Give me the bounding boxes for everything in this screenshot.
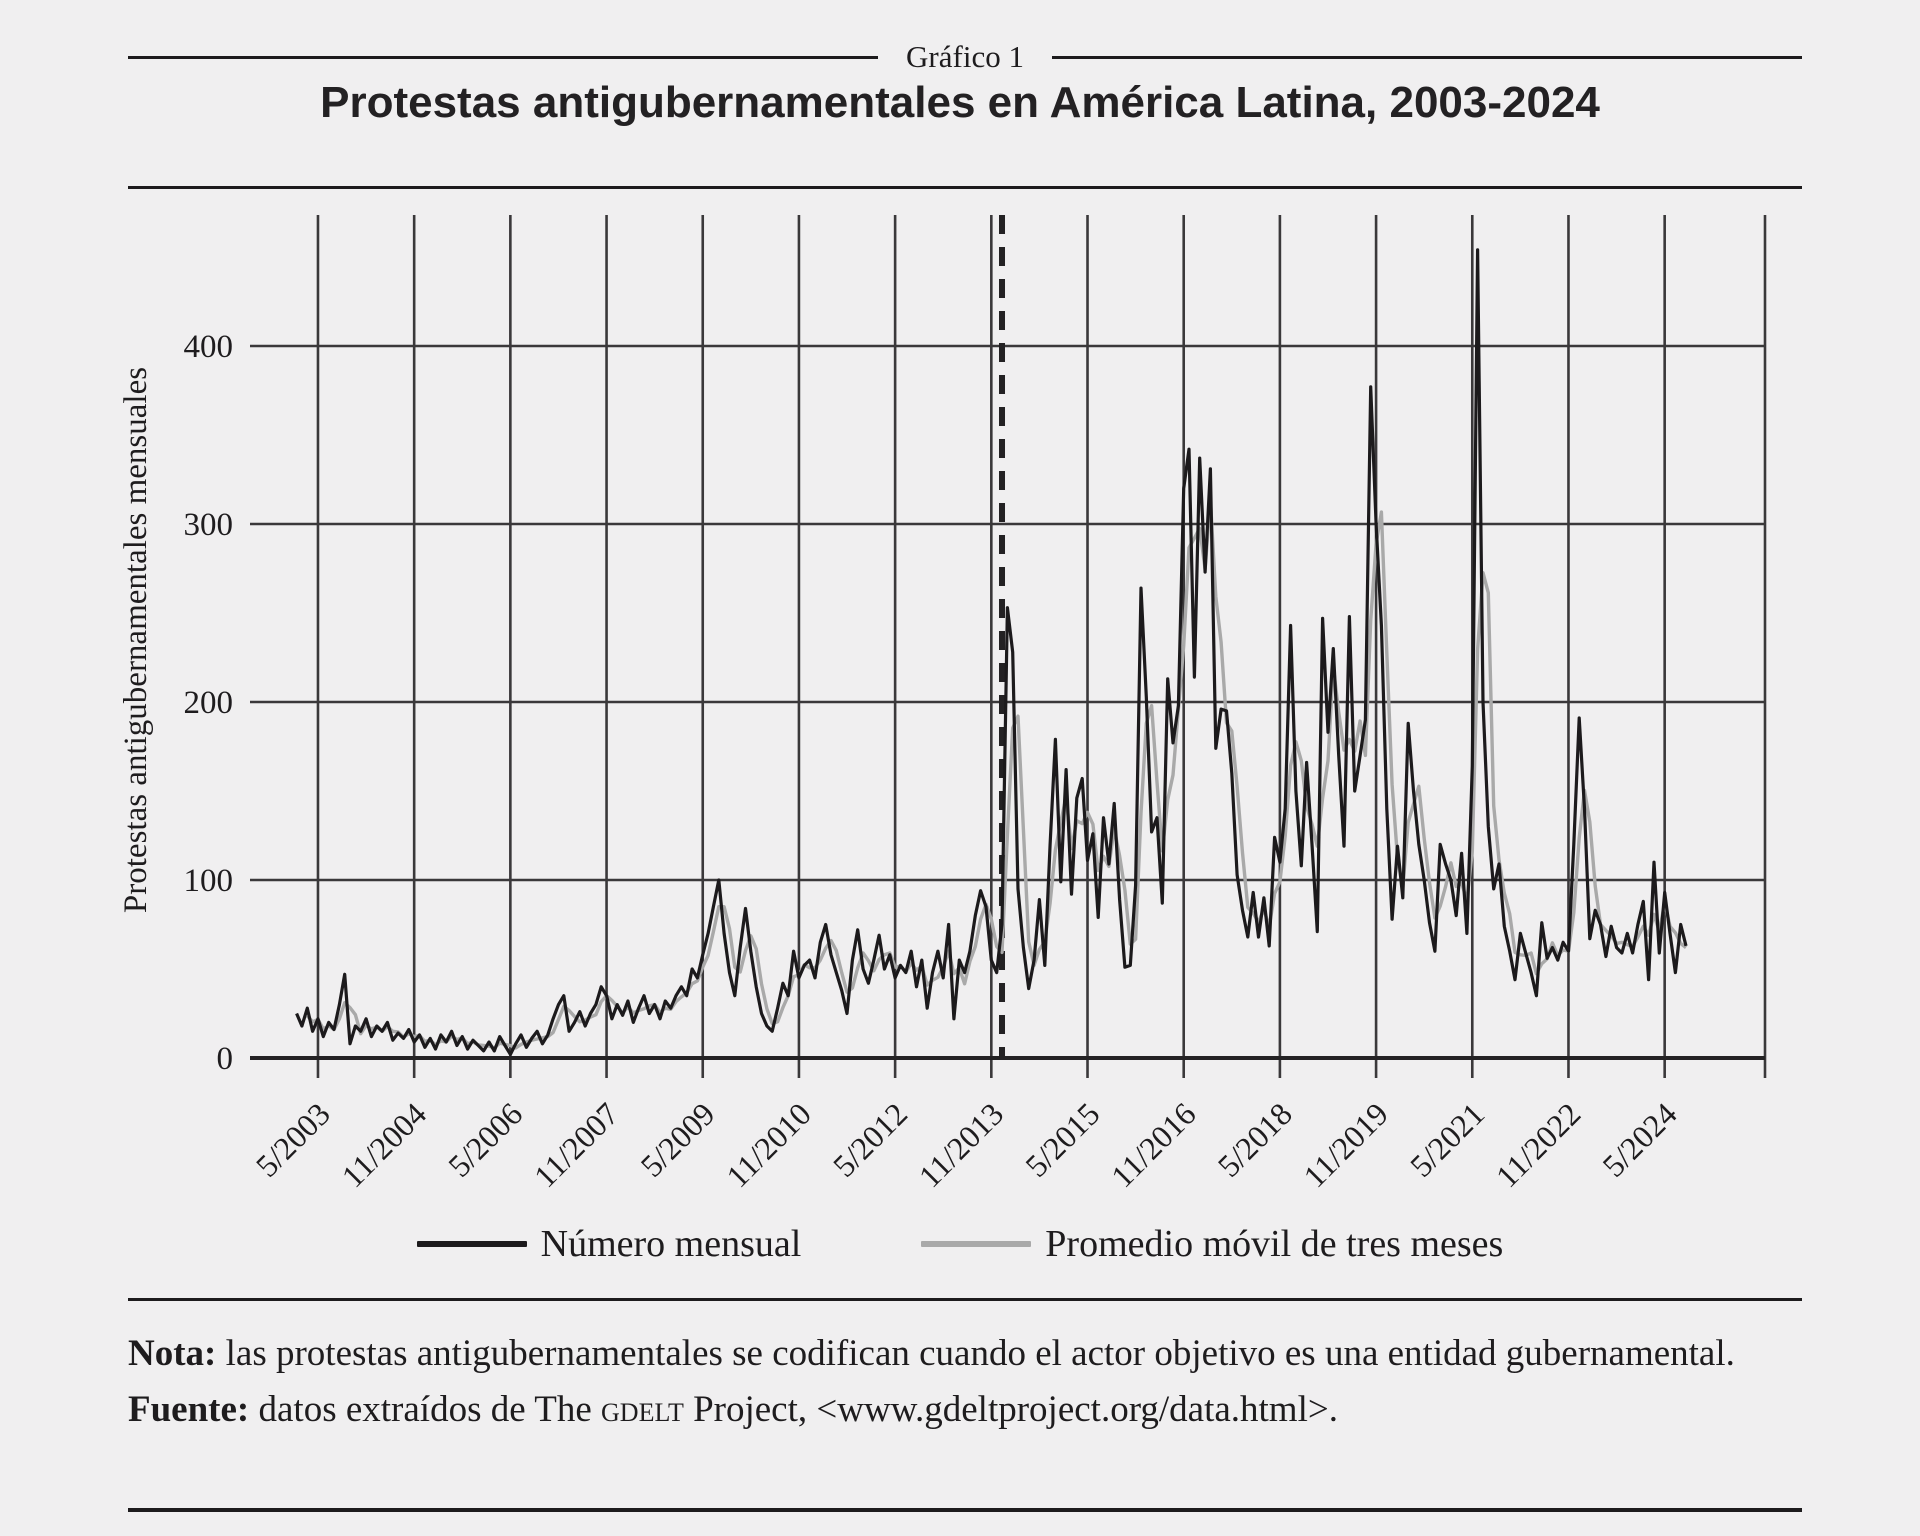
figure-bottom-rule <box>128 1508 1802 1512</box>
figure-notes <box>128 1326 1800 1438</box>
x-tick-label-6: 5/2012 <box>825 1095 915 1184</box>
x-tick-label-14: 5/2024 <box>1595 1095 1684 1184</box>
x-tick-label-2: 5/2006 <box>440 1095 530 1184</box>
x-tick-label-5: 11/2010 <box>719 1095 818 1195</box>
source-paragraph: Fuente: datos extraídos de The gdelt Project, <www.gdeltproject.org/data.html>. <box>128 1389 1338 1430</box>
kicker-right-rule <box>1052 56 1802 59</box>
y-tick-label-200: 200 <box>183 685 233 721</box>
legend-label-monthly: Número mensual <box>540 1223 802 1265</box>
x-tick-label-12: 5/2021 <box>1402 1095 1492 1184</box>
y-tick-label-400: 400 <box>183 329 233 365</box>
source-label: Fuente: <box>128 1389 250 1430</box>
title-divider-rule <box>128 186 1802 189</box>
x-tick-label-0: 5/2003 <box>248 1095 337 1184</box>
x-tick-label-8: 5/2015 <box>1018 1095 1107 1184</box>
legend-divider-rule <box>128 1298 1802 1301</box>
x-tick-label-3: 11/2007 <box>526 1095 626 1195</box>
figure-number: Gráfico 1 <box>906 39 1024 74</box>
y-tick-label-100: 100 <box>183 863 233 899</box>
chart-title: Protestas antigubernamentales en América Latina, 2003-2024 <box>320 78 1600 127</box>
x-tick-label-9: 11/2016 <box>1103 1095 1203 1195</box>
y-tick-label-300: 300 <box>183 507 233 543</box>
y-axis-title: Protestas antigubernamentales mensuales <box>118 366 154 914</box>
kicker-left-rule <box>128 56 878 59</box>
legend-label-moving-average: Promedio móvil de tres meses <box>1045 1223 1504 1265</box>
note-paragraph: Nota: las protestas antigubernamentales se codifican cuando el actor objetivo es una entidad gubernamental. <box>128 1333 1735 1374</box>
monthly-line-swatch <box>417 1241 527 1247</box>
moving-average-line-swatch <box>921 1241 1031 1247</box>
x-tick-label-10: 5/2018 <box>1210 1095 1299 1184</box>
figure-kicker-row <box>128 40 1802 74</box>
x-tick-label-4: 5/2009 <box>633 1095 722 1184</box>
x-tick-label-1: 11/2004 <box>334 1095 434 1195</box>
y-tick-label-0: 0 <box>216 1041 233 1077</box>
note-label: Nota: <box>128 1333 217 1374</box>
legend-item-monthly <box>417 1222 802 1266</box>
gdelt-smallcaps: gdelt <box>601 1389 684 1430</box>
legend-item-moving-average <box>921 1222 1503 1266</box>
protest-line-chart <box>100 200 1840 1200</box>
x-tick-label-13: 11/2022 <box>1488 1095 1588 1195</box>
x-tick-label-11: 11/2019 <box>1296 1095 1396 1195</box>
chart-legend <box>0 1222 1920 1266</box>
x-tick-label-7: 11/2013 <box>911 1095 1011 1195</box>
